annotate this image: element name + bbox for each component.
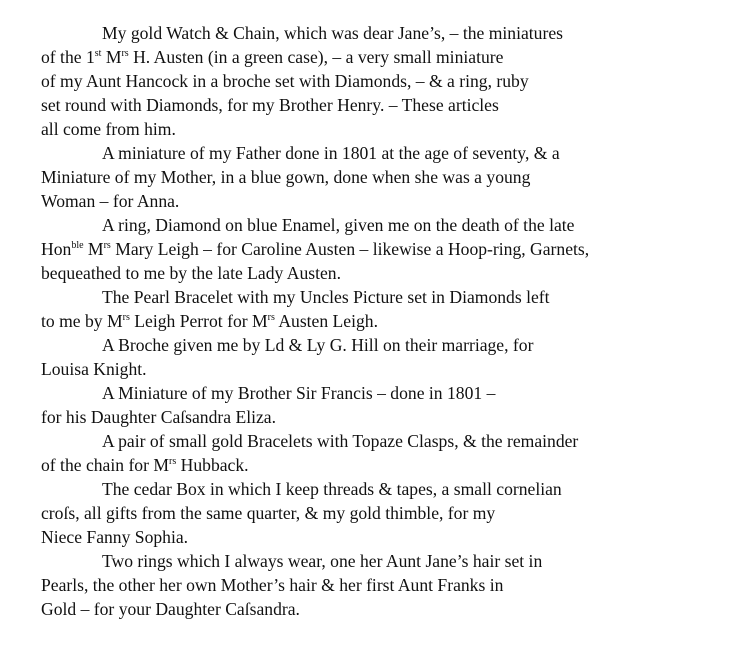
text-line: to me by $M^{rs}$ Leigh Perrot for $M^{rs}$ Austen Leigh. bbox=[41, 311, 378, 331]
superscript: rs bbox=[121, 48, 129, 59]
text-line: bequeathed to me by the late Lady Austen. bbox=[41, 263, 341, 283]
superscript: ble bbox=[71, 240, 84, 251]
text-line: of the chain for $M^{rs}$ Hubback. bbox=[41, 455, 249, 475]
text-line: The cedar Box in which I keep threads & tapes, a small cornelian bbox=[102, 479, 562, 499]
text-line: all come from him. bbox=[41, 119, 176, 139]
text-line: Hon$^{ble}$ $M^{rs}$ Mary Leigh – for Caroline Austen – likewise a Hoop-ring, Garnets, bbox=[41, 239, 590, 259]
superscript: rs bbox=[169, 456, 177, 467]
text-line: A Miniature of my Brother Sir Francis – done in 1801 – bbox=[102, 383, 496, 403]
text-line: Niece Fanny Sophia. bbox=[41, 527, 189, 547]
text-line: of the 1st $M^{rs}$ H. Austen (in a green case), – a very small miniature bbox=[41, 47, 504, 67]
text-line: Gold – for your Daughter Caſsandra. bbox=[41, 599, 300, 619]
text-line: Miniature of my Mother, in a blue gown, done when she was a young bbox=[41, 167, 531, 187]
text-line: for his Daughter Caſsandra Eliza. bbox=[41, 407, 276, 427]
text-line: of my Aunt Hancock in a broche set with Diamonds, – & a ring, ruby bbox=[41, 71, 529, 91]
text-line: Woman – for Anna. bbox=[41, 191, 180, 211]
text-line: Pearls, the other her own Mother’s hair & her first Aunt Franks in bbox=[41, 575, 504, 595]
text-line: A ring, Diamond on blue Enamel, given me on the death of the late bbox=[102, 215, 575, 235]
text-line: A pair of small gold Bracelets with Topaze Clasps, & the remainder bbox=[102, 431, 579, 451]
superscript: rs bbox=[267, 312, 275, 323]
superscript: st bbox=[94, 48, 102, 59]
superscript: rs bbox=[122, 312, 130, 323]
text-line: My gold Watch & Chain, which was dear Jane’s, – the miniatures bbox=[102, 23, 563, 43]
text-line: Two rings which I always wear, one her Aunt Jane’s hair set in bbox=[102, 551, 543, 571]
text-line: A Broche given me by Ld & Ly G. Hill on their marriage, for bbox=[102, 335, 534, 355]
text-line: croſs, all gifts from the same quarter, & my gold thimble, for my bbox=[41, 503, 496, 523]
text-line: The Pearl Bracelet with my Uncles Picture set in Diamonds left bbox=[102, 287, 550, 307]
text-line: A miniature of my Father done in 1801 at the age of seventy, & a bbox=[102, 143, 560, 163]
text-line: Louisa Knight. bbox=[41, 359, 147, 379]
superscript: rs bbox=[103, 240, 111, 251]
text-line: set round with Diamonds, for my Brother Henry. – These articles bbox=[41, 95, 499, 115]
